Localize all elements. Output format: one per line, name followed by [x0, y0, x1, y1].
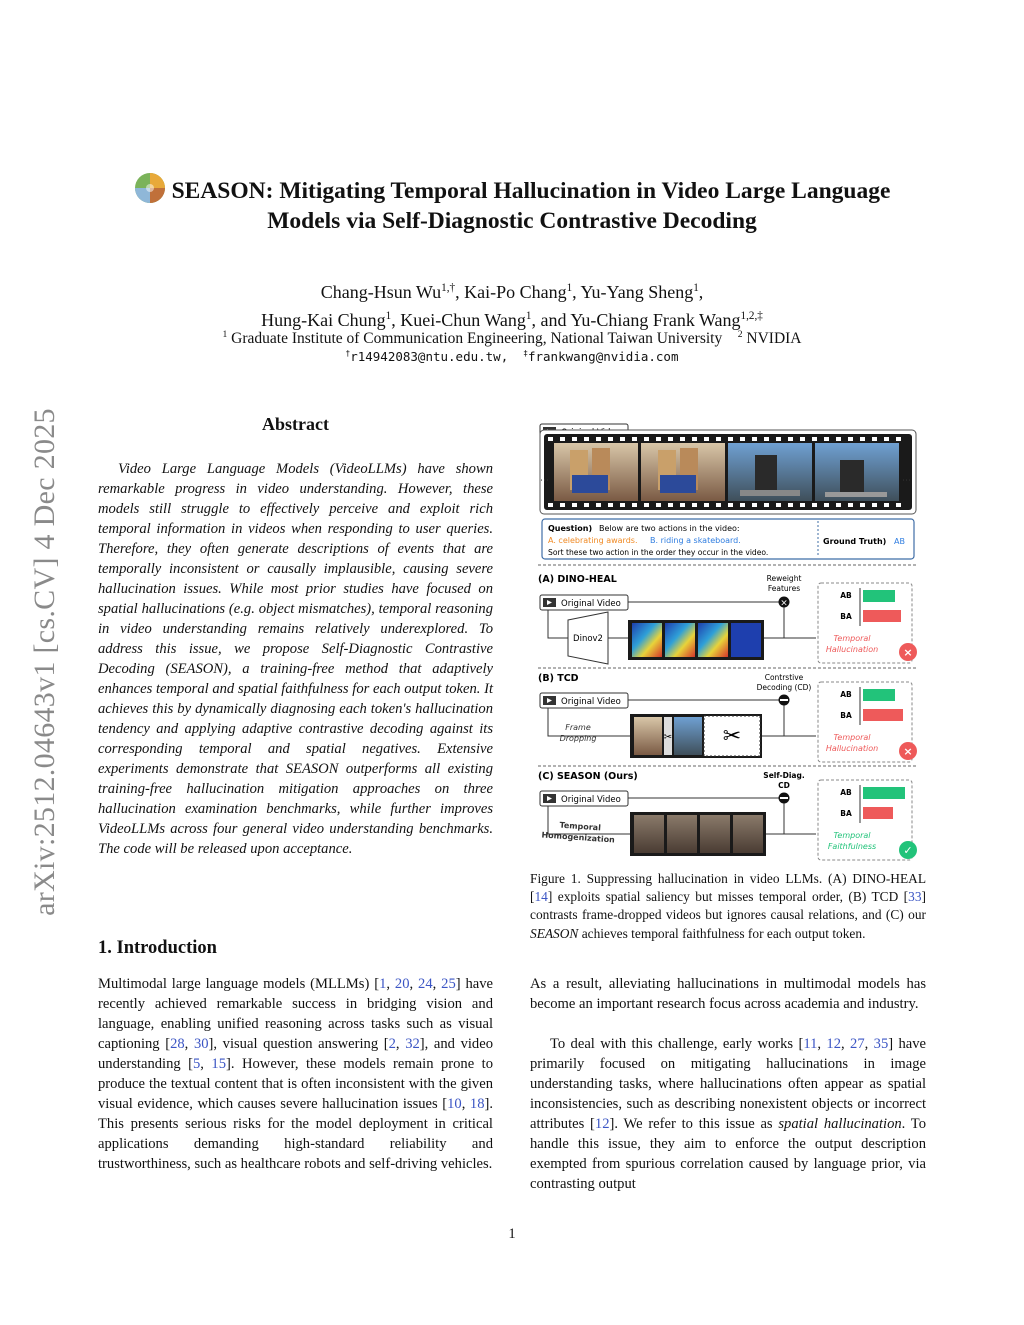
svg-text:AB: AB	[840, 690, 852, 699]
body-paragraph-right-1: As a result, alleviating hallucinations in multimodal models has become an important research focus across academia and industry.	[530, 976, 926, 1012]
svg-text:×: ×	[780, 598, 788, 609]
figure-1-caption: Figure 1. Suppressing hallucination in video LLMs. (A) DINO-HEAL [14] exploits spatial saliency but misses temporal order, (B) TCD [33] contrasts frame-dropped videos but ignores causal relations, and (C) our SEASON achieves temporal faithfulness for each output token.	[530, 871, 926, 941]
svg-text:Dropping: Dropping	[559, 734, 597, 743]
email-1[interactable]: r14942083@ntu.edu.tw,	[350, 349, 509, 365]
svg-text:Original Video: Original Video	[561, 599, 621, 609]
citation-link[interactable]: 10	[447, 1096, 462, 1112]
citation-link[interactable]: 12	[826, 1036, 842, 1052]
svg-text:Hallucination: Hallucination	[825, 744, 879, 753]
svg-text:Temporal: Temporal	[559, 820, 602, 833]
svg-text:(C) SEASON (Ours): (C) SEASON (Ours)	[538, 771, 638, 782]
citation-link[interactable]: 14	[534, 889, 548, 905]
title-line-1: SEASON: Mitigating Temporal Hallucination in Video Large Language	[90, 172, 934, 206]
svg-text:Temporal: Temporal	[833, 831, 871, 840]
svg-text:Contrstive: Contrstive	[764, 673, 804, 682]
svg-text:⋯: ⋯	[902, 476, 911, 486]
svg-text:Below are two actions in the v: Below are two actions in the video:	[599, 524, 740, 533]
paper-title	[90, 172, 934, 236]
email-2[interactable]: frankwang@nvidia.com	[527, 349, 679, 365]
svg-text:Original Video: Original Video	[561, 795, 621, 805]
section-b-tcd	[538, 673, 917, 762]
citation-link[interactable]: 25	[441, 976, 456, 992]
citation-link[interactable]: 30	[193, 1036, 209, 1052]
author-emails: †r14942083@ntu.edu.tw, ‡frankwang@nvidia.com	[345, 349, 679, 365]
svg-text:BA: BA	[840, 809, 852, 818]
page-number: 1	[508, 1226, 516, 1242]
svg-text:AB: AB	[894, 537, 905, 546]
svg-text:CD: CD	[778, 781, 790, 790]
svg-text:✓: ✓	[903, 844, 913, 857]
svg-text:Sort these two action in the o: Sort these two action in the order they occur in the video.	[548, 548, 769, 557]
svg-text:Temporal: Temporal	[833, 634, 871, 643]
question-box	[542, 519, 914, 559]
citation-link[interactable]: 35	[873, 1036, 889, 1052]
citation-link[interactable]: 12	[594, 1116, 610, 1132]
svg-text:AB: AB	[840, 788, 852, 797]
abstract-text: Video Large Language Models (VideoLLMs) have shown remarkable progress in video understanding. However, these models still struggle to effectively perceive and exploit rich temporal information in videos when responding to user queries. Therefore, they often generate descriptions of events that are temporally inconsistent or causally implausible, causing severe hallucination issues. While most prior studies have focused on spatial hallucinations (e.g. object mismatches), temporal reasoning in video understanding remains relatively underexplored. To address this issue, we propose Self-Diagnostic Contrastive Decoding (SEASON), a training-free method that adaptively enhances temporal and spatial faithfulness for each output token. It achieves this by dynamically diagnosing each token's hallucination tendency and applying adaptive contrastive decoding against its corresponding temporal and spatial negatives. Extensive experiments demonstrate that SEASON outperforms all existing training-free hallucination mitigation approaches on three hallucination examination benchmarks, while further improves VideoLLMs across four general video understanding benchmarks. The code will be released upon acceptance.	[98, 461, 493, 857]
figure-1-diagram	[530, 420, 926, 866]
svg-text:Features: Features	[767, 584, 801, 593]
svg-text:(A) DINO-HEAL: (A) DINO-HEAL	[538, 574, 617, 585]
svg-text:Reweight: Reweight	[766, 574, 802, 583]
svg-text:×: ×	[903, 646, 913, 659]
author-line-2: Hung-Kai Chung$^1$, Kuei-Chun Wang$^1$, and Yu-Chiang Frank Wang$^{1,2,\ddagger}$	[261, 310, 763, 330]
svg-text:Ground Truth): Ground Truth)	[823, 537, 887, 546]
arxiv-watermark: arXiv:2512.04643v1 [cs.CV] 4 Dec 2025	[28, 408, 61, 916]
citation-link[interactable]: 11	[803, 1036, 818, 1052]
filmstrip-original-video	[540, 430, 916, 514]
citation-link[interactable]: 24	[418, 976, 433, 992]
svg-text:Dinov2: Dinov2	[573, 634, 603, 644]
svg-text:AB: AB	[840, 591, 852, 600]
citation-link[interactable]: 27	[850, 1036, 865, 1052]
svg-text:Hallucination: Hallucination	[825, 645, 879, 654]
svg-text:Self-Diag.: Self-Diag.	[763, 771, 805, 780]
citation-link[interactable]: 5	[193, 1056, 201, 1072]
title-line-2: Models via Self-Diagnostic Contrastive Decoding	[267, 208, 757, 234]
svg-text:Temporal: Temporal	[833, 733, 871, 742]
citation-link[interactable]: 20	[394, 976, 410, 992]
svg-text:(B) TCD: (B) TCD	[538, 673, 579, 684]
svg-text:BA: BA	[840, 711, 852, 720]
body-paragraph-right-2: To deal with this challenge, early works [11, 12, 27, 35] have primarily focused on mitigating hallucinations in image understanding tasks, where hallucinations often appear as spatial inconsistencies, such as describing nonexistent objects or incorrect attributes [12]. We refer to this issue as spatial hallucination. To handle this issue, they aim to enforce the output description exempted from spurious correlation caused by language prior, via contrasting output	[530, 1036, 927, 1192]
svg-text:B. riding a skateboard.: B. riding a skateboard.	[650, 536, 741, 545]
citation-link[interactable]: 28	[170, 1036, 185, 1052]
citation-link[interactable]: 15	[211, 1056, 226, 1072]
section-heading-introduction: 1. Introduction	[98, 938, 217, 958]
svg-text:✂: ✂	[663, 732, 673, 743]
svg-text:⋯: ⋯	[540, 476, 549, 486]
introduction-paragraph: Multimodal large language models (MLLMs) [1, 20, 24, 25] have recently achieved remarkable success in bridging vision and language, enabling unified reasoning across tasks such as visual captioning [28, 30], visual question answering [2, 32], and video understanding [5, 15]. However, these models remain prone to produce the textual content that is often inconsistent with the given visual evidence, which causes severe hallucination issues [10, 18]. This presents serious risks for the model deployment in critical applications demanding high-standard reliability and trustworthiness, such as healthcare robots and self-driving vehicles.	[98, 976, 494, 1172]
svg-text:×: ×	[903, 745, 913, 758]
citation-link[interactable]: 32	[405, 1036, 420, 1052]
section-a-dino-heal	[538, 574, 917, 664]
svg-text:Frame: Frame	[565, 723, 591, 732]
figure-1	[530, 420, 926, 866]
svg-text:Homogenization: Homogenization	[541, 830, 616, 845]
svg-text:✂: ✂	[722, 724, 742, 749]
abstract-heading: Abstract	[262, 414, 329, 434]
svg-text:Original Video: Original Video	[561, 697, 621, 707]
svg-text:Question): Question)	[548, 524, 593, 533]
svg-text:Decoding (CD): Decoding (CD)	[756, 683, 812, 692]
citation-link[interactable]: 33	[908, 889, 922, 905]
svg-text:A. celebrating awards.: A. celebrating awards.	[548, 536, 638, 545]
citation-link[interactable]: 18	[469, 1096, 485, 1112]
svg-text:Faithfulness: Faithfulness	[827, 842, 877, 851]
citation-link[interactable]: 2	[388, 1036, 396, 1052]
svg-text:BA: BA	[840, 612, 852, 621]
citation-link[interactable]: 1	[379, 976, 387, 992]
season-logo-icon	[134, 172, 166, 204]
section-c-season	[538, 771, 917, 860]
author-line-1: Chang-Hsun $Wu^{1,\dagger}$, Kai-Po Chang$^1$, Yu-Yang Sheng$^1$,	[320, 282, 704, 302]
affiliations: $^1$ Graduate Institute of Communication Engineering, National Taiwan University $^2$ NVIDIA	[222, 329, 802, 348]
